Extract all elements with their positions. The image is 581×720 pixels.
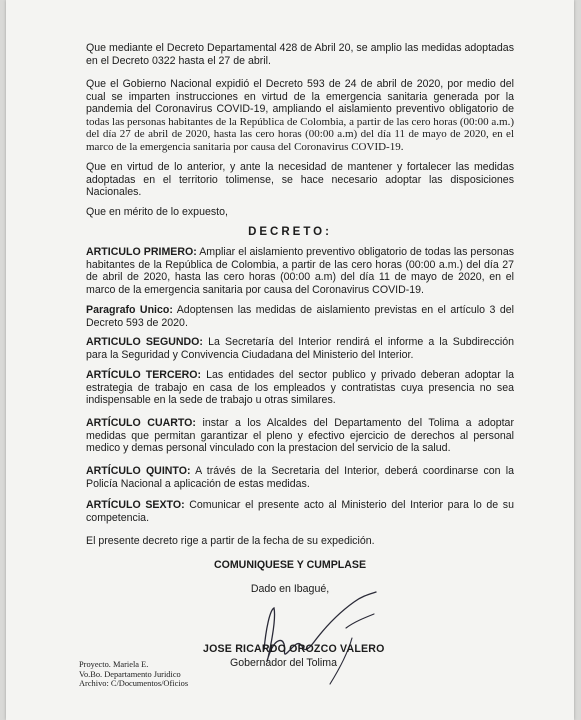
document-page (6, 0, 574, 720)
paragrafo-unico (86, 304, 514, 329)
paragraph-virtud: Que en virtud de lo anterior, y ante la necesidad de mantener y fortalecer las medidas adoptadas en el territorio tolimense, se hace necesario adoptar las disposiciones Nacionales. (86, 161, 514, 199)
article-heading: ARTÍCULO QUINTO: (86, 465, 191, 477)
article-segundo (86, 336, 514, 361)
article-heading: ARTÍCULO SEXTO: (86, 499, 185, 511)
article-tercero (86, 369, 514, 407)
paragraph-decreto-593-part2: todas las personas habitantes de la República de Colombia, a partir de las cero horas (00:00 a.m.) del día 27 de abril de 2020, hasta las cero horas (00:00 a.m) del día 11 de mayo de 2020, en el marco de la emergencia sanitaria por causa del Coronavirus COVID-19. (86, 115, 514, 153)
footer-proyecto: Proyecto. Mariela E. (79, 660, 149, 669)
paragraph-vigencia: El presente decreto rige a partir de la fecha de su expedición. (86, 535, 375, 547)
paragraph-decreto-428: Que mediante el Decreto Departamental 428 de Abril 20, se amplio las medidas adoptadas en el Decreto 0322 hasta el 27 de abril. (86, 42, 514, 67)
article-sexto (86, 499, 514, 524)
document-footer (79, 660, 188, 689)
article-text: Comunicar el presente acto al Ministerio del Interior para lo de su competencia. (86, 499, 514, 524)
article-text: La Secretaría del Interior rendirá el informe a la Subdirección para la Seguridad y Convivencia Ciudadana del Ministerio del Interior. (86, 336, 515, 361)
article-heading: Paragrafo Unico: (86, 304, 173, 316)
decreto-title: DECRETO: (248, 226, 332, 238)
paragraph-decreto-593-part1: Que el Gobierno Nacional expidió el Decreto 593 de 24 de abril de 2020, por medio del cual se imparten instrucciones en virtud de la emergencia sanitaria generada por la pandemia del Coronavirus COVID-19, ampliando el aislamiento preventivo obligatorio de (86, 78, 514, 116)
article-primero (86, 246, 514, 296)
signer-role: Gobernador del Tolima (230, 657, 337, 669)
footer-archivo: Archivo: C/Documentos/Oficios (79, 679, 189, 688)
dado-en-ibague: Dado en Ibagué, (250, 583, 330, 595)
article-cuarto (86, 417, 514, 455)
article-quinto (86, 465, 514, 490)
article-heading: ARTÍCULO TERCERO: (86, 369, 202, 381)
article-heading: ARTICULO SEGUNDO: (86, 336, 203, 348)
article-text: instar a los Alcaldes del Departamento del Tolima a adoptar medidas que permitan garantizar el pleno y efectivo ejercicio de derechos al personal medico y demas personal vinculado con la prestacion del servicio de la salud. (86, 417, 514, 455)
article-text: Ampliar el aislamiento preventivo obligatorio de todas las personas habitantes de la República de Colombia, a partir de las cero horas (00:00 a.m.) del día 27 de abril de 2020, hasta las cero horas (00:00 a.m) del día 11 de mayo de 2020, en el marco de la emergencia sanitaria por causa del Coronavirus COVID-19. (86, 246, 515, 296)
paragraph-merito: Que en mérito de lo expuesto, (86, 206, 228, 218)
paragraph-decreto-593 (86, 78, 514, 154)
comuniquese-cumplase: COMUNIQUESE Y CUMPLASE (213, 559, 367, 571)
footer-vobo: Vo.Bo. Departamento Juridico (79, 669, 181, 679)
article-heading: ARTICULO PRIMERO: (86, 246, 197, 258)
article-text: Adoptensen las medidas de aislamiento previstas en el artículo 3 del Decreto 593 de 2020. (86, 304, 514, 329)
article-text: Las entidades del sector publico y privado deberan adoptar la estrategia de trabajo en casa de los empleados y contratistas cuya presencia no sea indispensable en la sede de trabajo u otras similares. (86, 369, 514, 407)
signer-name: JOSE RICARDO OROZCO VALERO (203, 643, 385, 655)
article-heading: ARTÍCULO CUARTO: (86, 417, 196, 429)
article-text: A trávés de la Secretaria del Interior, deberá coordinarse con la Policía Nacional a aplicación de estas medidas. (86, 465, 514, 490)
